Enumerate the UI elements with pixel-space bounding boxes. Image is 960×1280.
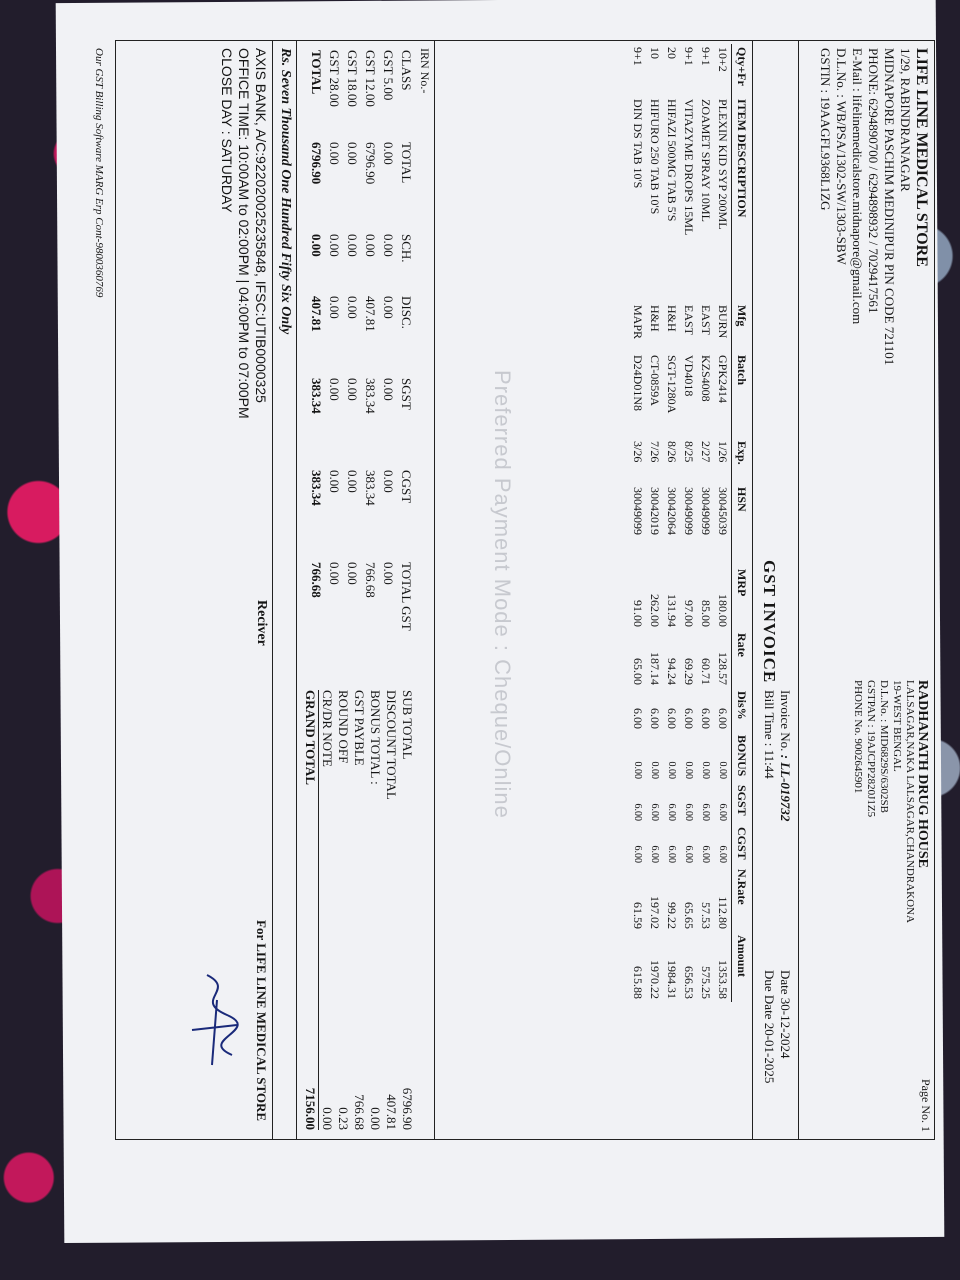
party-gstpan: GSTPAN : 19AJCPP2820J1Z5	[865, 680, 877, 818]
software-footer: Our GST Billing Software MARG Erp Cont-9800360769	[93, 48, 105, 298]
cell-sgst: 6.00	[649, 803, 660, 821]
cell-mfg: EAST	[699, 305, 713, 335]
cell-mfg: MAPR	[631, 305, 645, 340]
col-mfg: Mfg	[732, 302, 752, 352]
divider	[752, 40, 753, 1140]
summary-cell: 0.00	[381, 562, 396, 585]
store-gstin: GSTIN : 19AAGFL9368L1ZG	[818, 48, 833, 211]
cell-mrp: 85.00	[699, 600, 713, 627]
summary-cell: 0.00	[345, 378, 360, 401]
summary-cell: 407.81	[363, 296, 378, 332]
total-value: 766.68	[352, 1094, 367, 1130]
cell-exp: 7/26	[648, 441, 662, 463]
cell-batch: VD4018	[682, 355, 696, 397]
col-exp: Exp.	[732, 438, 752, 484]
cell-bonus: 0.00	[666, 761, 677, 779]
total-row	[383, 690, 399, 1130]
irn-label: IRN No.-	[418, 48, 432, 94]
grand-total-row	[302, 690, 319, 1130]
summary-cell: 0.00	[345, 234, 360, 257]
invoice-title: GST INVOICE	[760, 560, 779, 684]
cell-exp: 3/26	[631, 441, 645, 463]
cell-desc: DIN DS TAB 10'S	[631, 99, 645, 189]
summary-cell: 0.00	[381, 296, 396, 319]
summary-cell: 766.68	[363, 562, 378, 598]
summary-cell: 0.00	[381, 470, 396, 493]
cell-bonus: 0.00	[700, 761, 711, 779]
summary-cell: 0.00	[345, 470, 360, 493]
sum-col-class: CLASS	[399, 50, 414, 91]
cell-bonus: 0.00	[683, 761, 694, 779]
gst-summary-table	[307, 44, 415, 658]
cell-desc: HIFURO 250 TAB 10'S	[648, 99, 662, 215]
table-row	[646, 44, 663, 1002]
cell-mfg: H&H	[648, 305, 662, 332]
cell-hsn: 30045039	[716, 487, 730, 535]
summary-cell: 0.00	[345, 142, 360, 165]
for-store-label: For LIFE LINE MEDICAL STORE	[254, 920, 269, 1122]
cell-mrp: 262.00	[648, 594, 662, 627]
cell-rate: 65.00	[631, 658, 645, 685]
summary-cell: GST 5.00	[381, 50, 396, 101]
bank-account: AXIS BANK, A/C:922020025235848, IFSC:UTIB0000325	[253, 48, 269, 403]
summary-header-row	[397, 44, 415, 658]
gst-invoice	[93, 40, 935, 1140]
summary-cell: 0.00	[381, 378, 396, 401]
cell-hsn: 30042064	[665, 487, 679, 535]
total-row	[319, 690, 335, 1130]
col-rate: Rate	[732, 630, 752, 688]
cell-batch: KZS4008	[699, 355, 713, 402]
cell-cgst: 6.00	[700, 845, 711, 863]
cell-amount: 1984.31	[665, 960, 679, 999]
summary-cell: 0.00	[327, 470, 342, 493]
cell-sgst: 6.00	[700, 803, 711, 821]
summary-cell: 383.34	[309, 378, 324, 414]
page-number: Page No. 1	[919, 1079, 933, 1132]
cell-mfg: EAST	[682, 305, 696, 335]
table-row	[629, 44, 646, 1002]
summary-row	[307, 44, 325, 658]
cell-cgst: 6.00	[632, 845, 643, 863]
cell-rate: 69.29	[682, 658, 696, 685]
cell-bonus: 0.00	[649, 761, 660, 779]
cell-qty: 9+1	[631, 47, 645, 66]
total-value: 407.81	[384, 1094, 399, 1130]
summary-row	[379, 44, 397, 658]
sum-col-total: TOTAL	[399, 142, 414, 184]
store-dl: D.L.No. : WB/PSA/1302-SW/1303-SBW	[834, 48, 849, 265]
cell-qty: 10+2	[716, 47, 730, 72]
cell-cgst: 6.00	[666, 845, 677, 863]
col-hsn: HSN	[732, 484, 752, 566]
cell-desc: VITAZYME DROPS 15ML	[682, 99, 696, 236]
cell-cgst: 6.00	[683, 845, 694, 863]
cell-amount: 615.88	[631, 966, 645, 999]
col-bonus: BONUS	[732, 732, 752, 782]
col-mrp: MRP	[732, 566, 752, 630]
party-header	[851, 680, 929, 1130]
cell-nrate: 61.59	[631, 902, 645, 929]
divider	[296, 40, 297, 1140]
cell-rate: 128.57	[716, 652, 730, 685]
divider	[798, 40, 799, 1140]
cell-desc: PLEXIN KID SYP 200ML	[716, 99, 730, 230]
summary-cell: 0.00	[327, 296, 342, 319]
party-address-2: 19-WEST BENGAL	[891, 680, 903, 772]
col-cgst: CGST	[732, 824, 752, 866]
total-label: GST PAYBLE	[352, 690, 367, 766]
cell-cgst: 6.00	[717, 845, 728, 863]
grand-total-value: 7156.00	[303, 1087, 318, 1130]
summary-row	[343, 44, 361, 658]
cell-exp: 8/26	[665, 441, 679, 463]
summary-cell: 0.00	[309, 234, 324, 257]
cell-exp: 2/27	[699, 441, 713, 463]
amount-in-words: Rs. Seven Thousand One Hundred Fifty Six Only	[278, 48, 293, 335]
total-label: DISCOUNT TOTAL	[384, 690, 399, 800]
total-label: ROUND OFF	[336, 690, 351, 764]
party-dl: D.L.No. : MID6829S/6302SB	[878, 680, 890, 813]
party-address-1: LALSAGAR,NAKA LALSAGAR,CHANDRAKONA	[904, 680, 916, 923]
summary-cell: TOTAL	[309, 50, 324, 95]
summary-cell: 0.00	[381, 234, 396, 257]
total-value: 0.00	[320, 1107, 335, 1130]
summary-cell: GST 18.00	[345, 50, 360, 107]
summary-cell: 407.81	[309, 296, 324, 332]
cell-amount: 575.25	[699, 966, 713, 999]
summary-cell: 766.68	[309, 562, 324, 598]
store-name: LIFE LINE MEDICAL STORE	[913, 48, 930, 267]
table-row	[680, 44, 697, 1002]
cell-mrp: 180.00	[716, 594, 730, 627]
col-dis: Dis%	[732, 688, 752, 732]
summary-cell: 383.34	[363, 470, 378, 506]
cell-batch: CT-0859A	[648, 355, 662, 406]
cell-dis: 6.00	[682, 708, 696, 729]
cell-qty: 9+1	[699, 47, 713, 66]
col-qty: Qty+Fr	[732, 44, 752, 96]
items-header-row	[732, 44, 752, 1002]
col-batch: Batch	[732, 352, 752, 438]
signature	[187, 970, 247, 1080]
table-row	[663, 44, 680, 1002]
cell-dis: 6.00	[648, 708, 662, 729]
sum-col-cgst: CGST	[399, 470, 414, 504]
cell-bonus: 0.00	[717, 761, 728, 779]
table-row	[714, 44, 732, 1002]
summary-cell: 0.00	[363, 234, 378, 257]
cell-nrate: 65.65	[682, 902, 696, 929]
store-address-2: MIDNAPORE PASCHIM MEDINIPUR PIN CODE 721101	[882, 48, 897, 366]
total-row	[335, 690, 351, 1130]
total-label: SUB TOTAL	[400, 690, 415, 760]
col-sgst: SGST	[732, 782, 752, 824]
bill-time: Bill Time : 11:44	[762, 690, 777, 779]
sum-col-total-gst: TOTAL GST	[399, 562, 414, 631]
grand-total-label: GRAND TOTAL	[303, 690, 318, 785]
sum-col-sgst: SGST	[399, 378, 414, 410]
summary-cell: GST 12.00	[363, 50, 378, 107]
cell-nrate: 112.80	[716, 896, 730, 929]
store-address-1: 1/29, RABINDRANAGAR	[898, 48, 913, 192]
cell-rate: 60.71	[699, 658, 713, 685]
cell-mrp: 131.94	[665, 594, 679, 627]
col-amount: Amount	[732, 932, 752, 1002]
cell-qty: 9+1	[682, 47, 696, 66]
cell-dis: 6.00	[665, 708, 679, 729]
col-nrate: N.Rate	[732, 866, 752, 932]
table-row	[697, 44, 714, 1002]
cell-nrate: 57.53	[699, 902, 713, 929]
summary-cell: 0.00	[345, 562, 360, 585]
cell-batch: SGT-1280A	[665, 355, 679, 414]
total-label: CR/DR NOTE	[320, 690, 335, 767]
cell-sgst: 6.00	[632, 803, 643, 821]
sum-col-disc: DISC.	[399, 296, 414, 329]
total-row	[367, 690, 383, 1130]
cell-hsn: 30049099	[699, 487, 713, 535]
totals-block	[302, 690, 415, 1130]
cell-mfg: H&H	[665, 305, 679, 332]
total-value: 0.00	[368, 1107, 383, 1130]
summary-cell: 0.00	[327, 234, 342, 257]
summary-cell: 6796.90	[363, 142, 378, 185]
cell-amount: 1353.58	[716, 960, 730, 999]
summary-cell: 383.34	[363, 378, 378, 414]
cell-hsn: 30049099	[682, 487, 696, 535]
summary-cell: 0.00	[327, 142, 342, 165]
receiver-label: Reciver	[254, 600, 269, 646]
cell-amount: 1970.22	[648, 960, 662, 999]
bank-details	[218, 48, 269, 419]
cell-desc: ZOAMET SPRAY 10ML	[699, 99, 713, 222]
cell-exp: 1/26	[716, 441, 730, 463]
cell-cgst: 6.00	[649, 845, 660, 863]
cell-desc: HIFAZI 500MG TAB 5'S	[665, 99, 679, 222]
cell-bonus: 0.00	[632, 761, 643, 779]
total-row	[399, 690, 415, 1130]
summary-row	[325, 44, 343, 658]
invoice-due-date: Due Date 20-01-2025	[762, 970, 777, 1084]
cell-dis: 6.00	[699, 708, 713, 729]
summary-cell: 6796.90	[309, 142, 324, 185]
invoice-date: Date 30-12-2024	[778, 970, 793, 1059]
invoice-number-block	[761, 690, 793, 821]
items-table	[629, 44, 751, 1002]
invoice-date-block	[761, 970, 793, 1083]
cell-nrate: 99.22	[665, 902, 679, 929]
cell-mrp: 97.00	[682, 600, 696, 627]
cell-rate: 187.14	[648, 652, 662, 685]
store-email: E-Mail : lifelinemedicalstore.midnapore@gmail.com	[850, 48, 865, 325]
party-name: RADHANATH DRUG HOUSE	[915, 680, 930, 868]
total-row	[351, 690, 367, 1130]
summary-cell: 0.00	[327, 562, 342, 585]
cell-nrate: 197.02	[648, 896, 662, 929]
col-desc: ITEM DESCRIPTION	[732, 96, 752, 302]
summary-cell: 0.00	[327, 378, 342, 401]
cell-hsn: 30042019	[648, 487, 662, 535]
cell-mrp: 91.00	[631, 600, 645, 627]
total-label: BONUS TOTAL :	[368, 690, 383, 785]
cell-dis: 6.00	[631, 708, 645, 729]
summary-row	[361, 44, 379, 658]
total-value: 0.23	[336, 1107, 351, 1130]
invoice-no: : LL-019732	[778, 754, 793, 822]
cell-rate: 94.24	[665, 658, 679, 685]
payment-mode-watermark: Preferred Payment Mode : Cheque/Online	[490, 370, 515, 819]
party-phone: PHONE No. 9002645901	[852, 680, 864, 794]
summary-cell: 0.00	[381, 142, 396, 165]
invoice-no-label: Invoice No.	[778, 690, 793, 752]
cell-qty: 10	[648, 47, 662, 59]
cell-qty: 20	[665, 47, 679, 59]
close-day: CLOSE DAY : SATURDAY	[219, 48, 235, 213]
cell-batch: GPK2414	[716, 355, 730, 404]
cell-exp: 8/25	[682, 441, 696, 463]
summary-cell: 0.00	[345, 296, 360, 319]
cell-mfg: BURN	[716, 305, 730, 339]
summary-cell: GST 28.00	[327, 50, 342, 107]
total-value: 6796.90	[400, 1087, 415, 1130]
cell-hsn: 30049099	[631, 487, 645, 535]
divider	[272, 40, 273, 1140]
cell-batch: D24D01N8	[631, 355, 645, 411]
office-time: OFFICE TIME: 10:00AM to 02:00PM | 04:00PM to 07:00PM	[236, 48, 252, 419]
cell-dis: 6.00	[716, 708, 730, 729]
cell-amount: 656.53	[682, 966, 696, 999]
divider	[434, 40, 435, 1140]
store-header	[817, 48, 929, 568]
cell-sgst: 6.00	[666, 803, 677, 821]
summary-cell: 383.34	[309, 470, 324, 506]
sum-col-sch: SCH.	[399, 234, 414, 263]
cell-sgst: 6.00	[683, 803, 694, 821]
store-phone: PHONE: 6294890700 / 6294898932 / 7029417561	[866, 48, 881, 314]
cell-sgst: 6.00	[717, 803, 728, 821]
